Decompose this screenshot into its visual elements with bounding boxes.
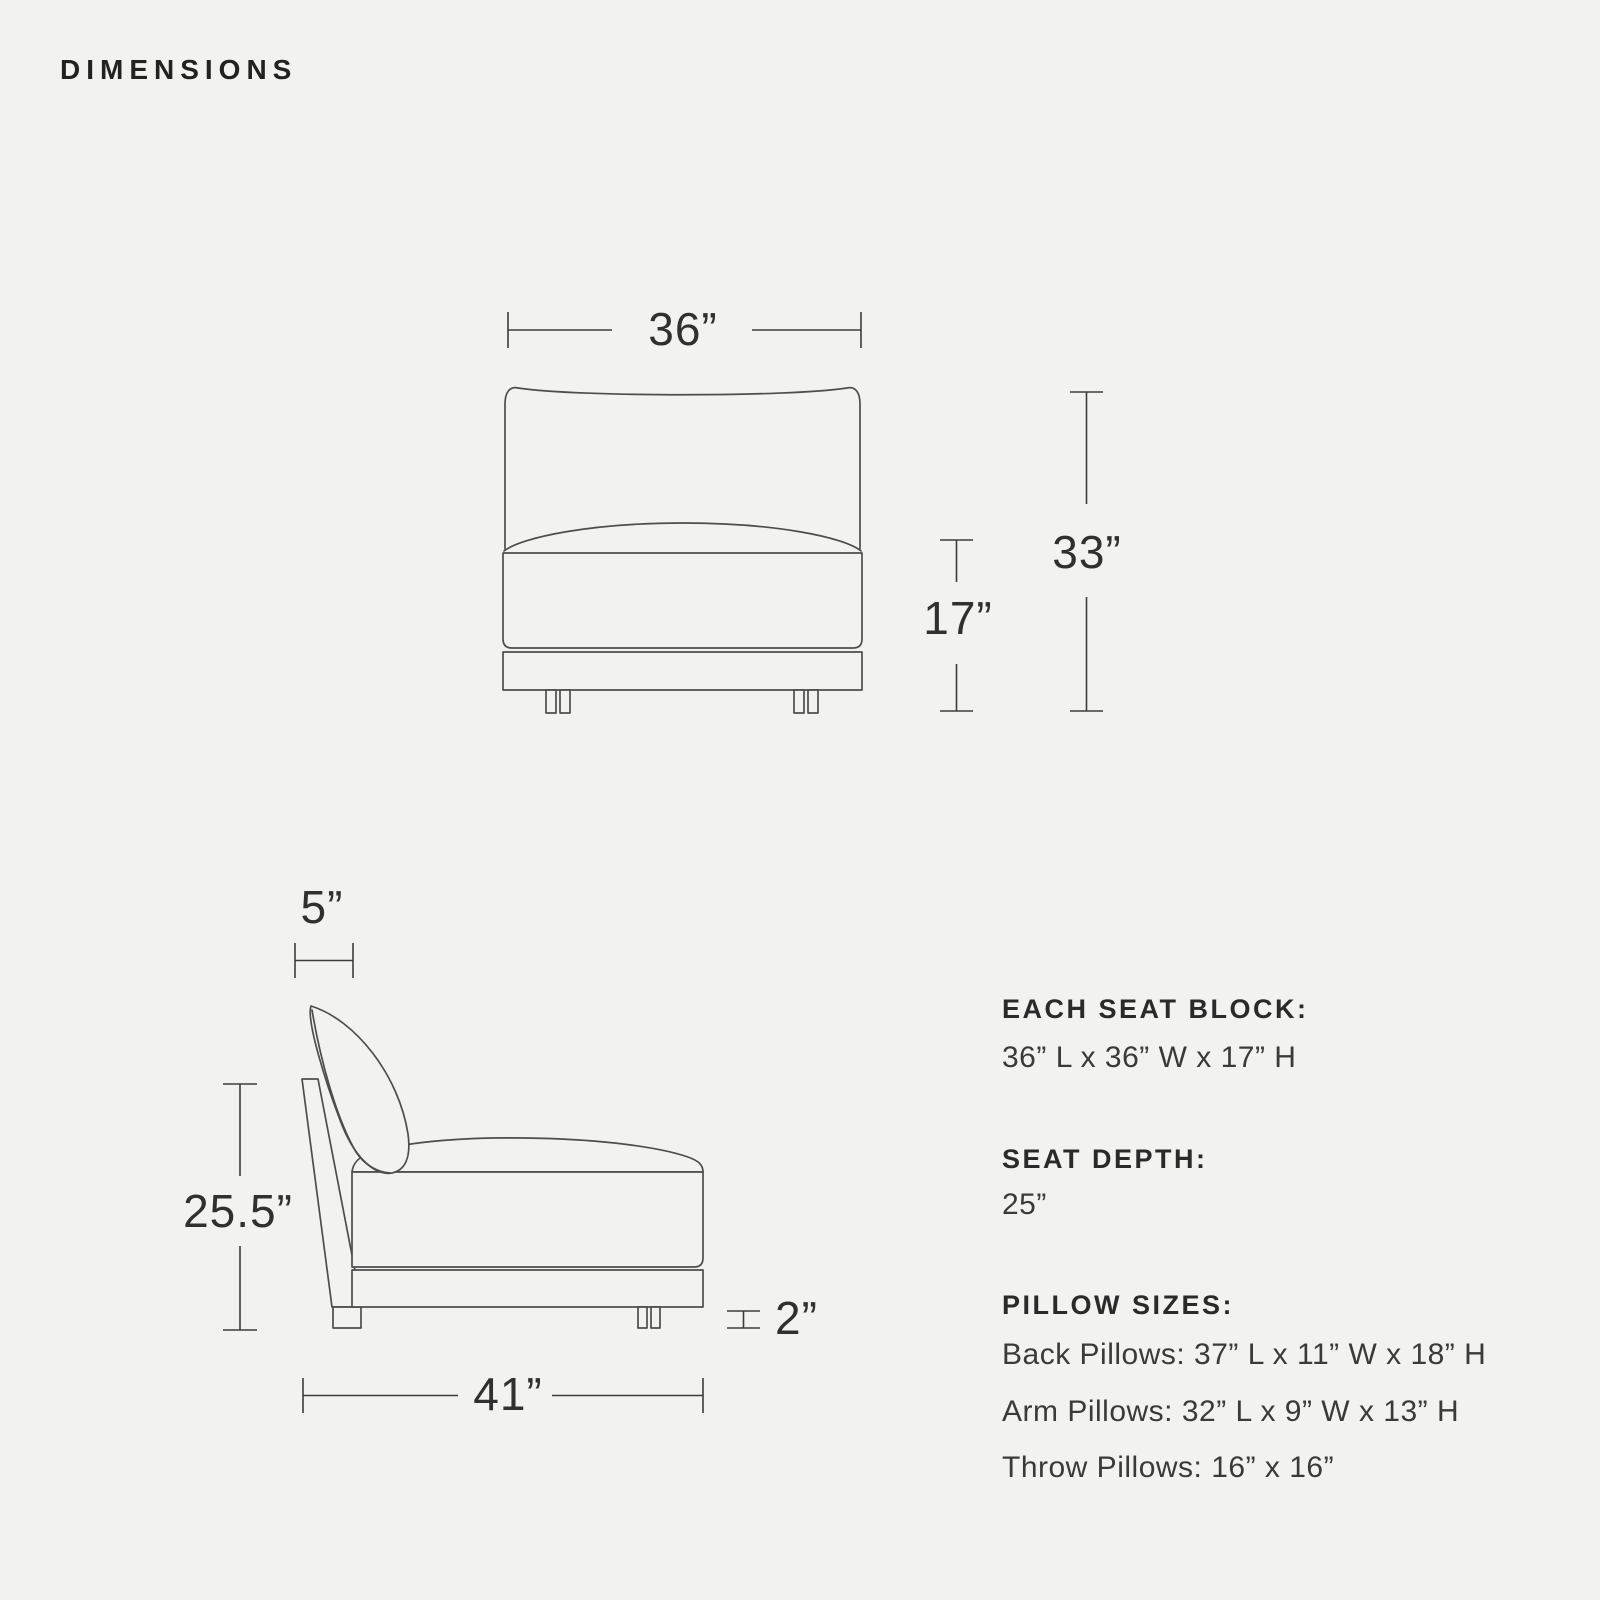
dimension-width-36 (508, 303, 861, 355)
dimension-seat-height-17 (923, 540, 992, 711)
dimension-label-total-depth: 41” (473, 1368, 543, 1420)
spec-pillow-sizes-heading: PILLOW SIZES: (1002, 1290, 1234, 1320)
dimension-label-back-height: 25.5” (183, 1185, 293, 1237)
dimension-label-total-height: 33” (1052, 526, 1122, 578)
side-base (352, 1270, 703, 1307)
front-seat-arc (504, 523, 861, 551)
front-right-leg (794, 690, 818, 713)
dimension-label-back-depth: 5” (300, 881, 344, 933)
page-title: DIMENSIONS (60, 54, 298, 85)
spec-seat-block-value: 36” L x 36” W x 17” H (1002, 1041, 1297, 1074)
side-front-leg (638, 1307, 660, 1328)
dimension-back-depth-5 (295, 881, 353, 978)
front-left-leg (546, 690, 570, 713)
spec-arm-pillows: Arm Pillows: 32” L x 9” W x 13” H (1002, 1395, 1460, 1428)
spec-seat-depth-heading: SEAT DEPTH: (1002, 1144, 1208, 1174)
dimension-leg-height-2 (727, 1292, 818, 1344)
dimension-back-height-25-5 (183, 1084, 293, 1330)
front-view (503, 303, 1122, 713)
spec-back-pillows: Back Pillows: 37” L x 11” W x 18” H (1002, 1338, 1487, 1371)
side-seat-box (352, 1172, 703, 1267)
dimension-total-height-33 (1052, 392, 1121, 711)
dimension-label-leg-height: 2” (775, 1292, 818, 1344)
dimension-total-depth-41 (303, 1368, 703, 1420)
spec-throw-pillows: Throw Pillows: 16” x 16” (1002, 1451, 1335, 1484)
dimension-label-width: 36” (648, 303, 718, 355)
dimension-line (295, 943, 353, 978)
dimension-line (727, 1311, 760, 1328)
front-seat-box (503, 553, 862, 648)
side-view (183, 881, 818, 1420)
dimension-label-seat-height: 17” (923, 592, 993, 644)
side-back-foot (333, 1307, 361, 1328)
front-back-cushion (505, 388, 860, 549)
front-base (503, 652, 862, 690)
spec-seat-block-heading: EACH SEAT BLOCK: (1002, 994, 1309, 1024)
spec-seat-depth-value: 25” (1002, 1188, 1047, 1221)
